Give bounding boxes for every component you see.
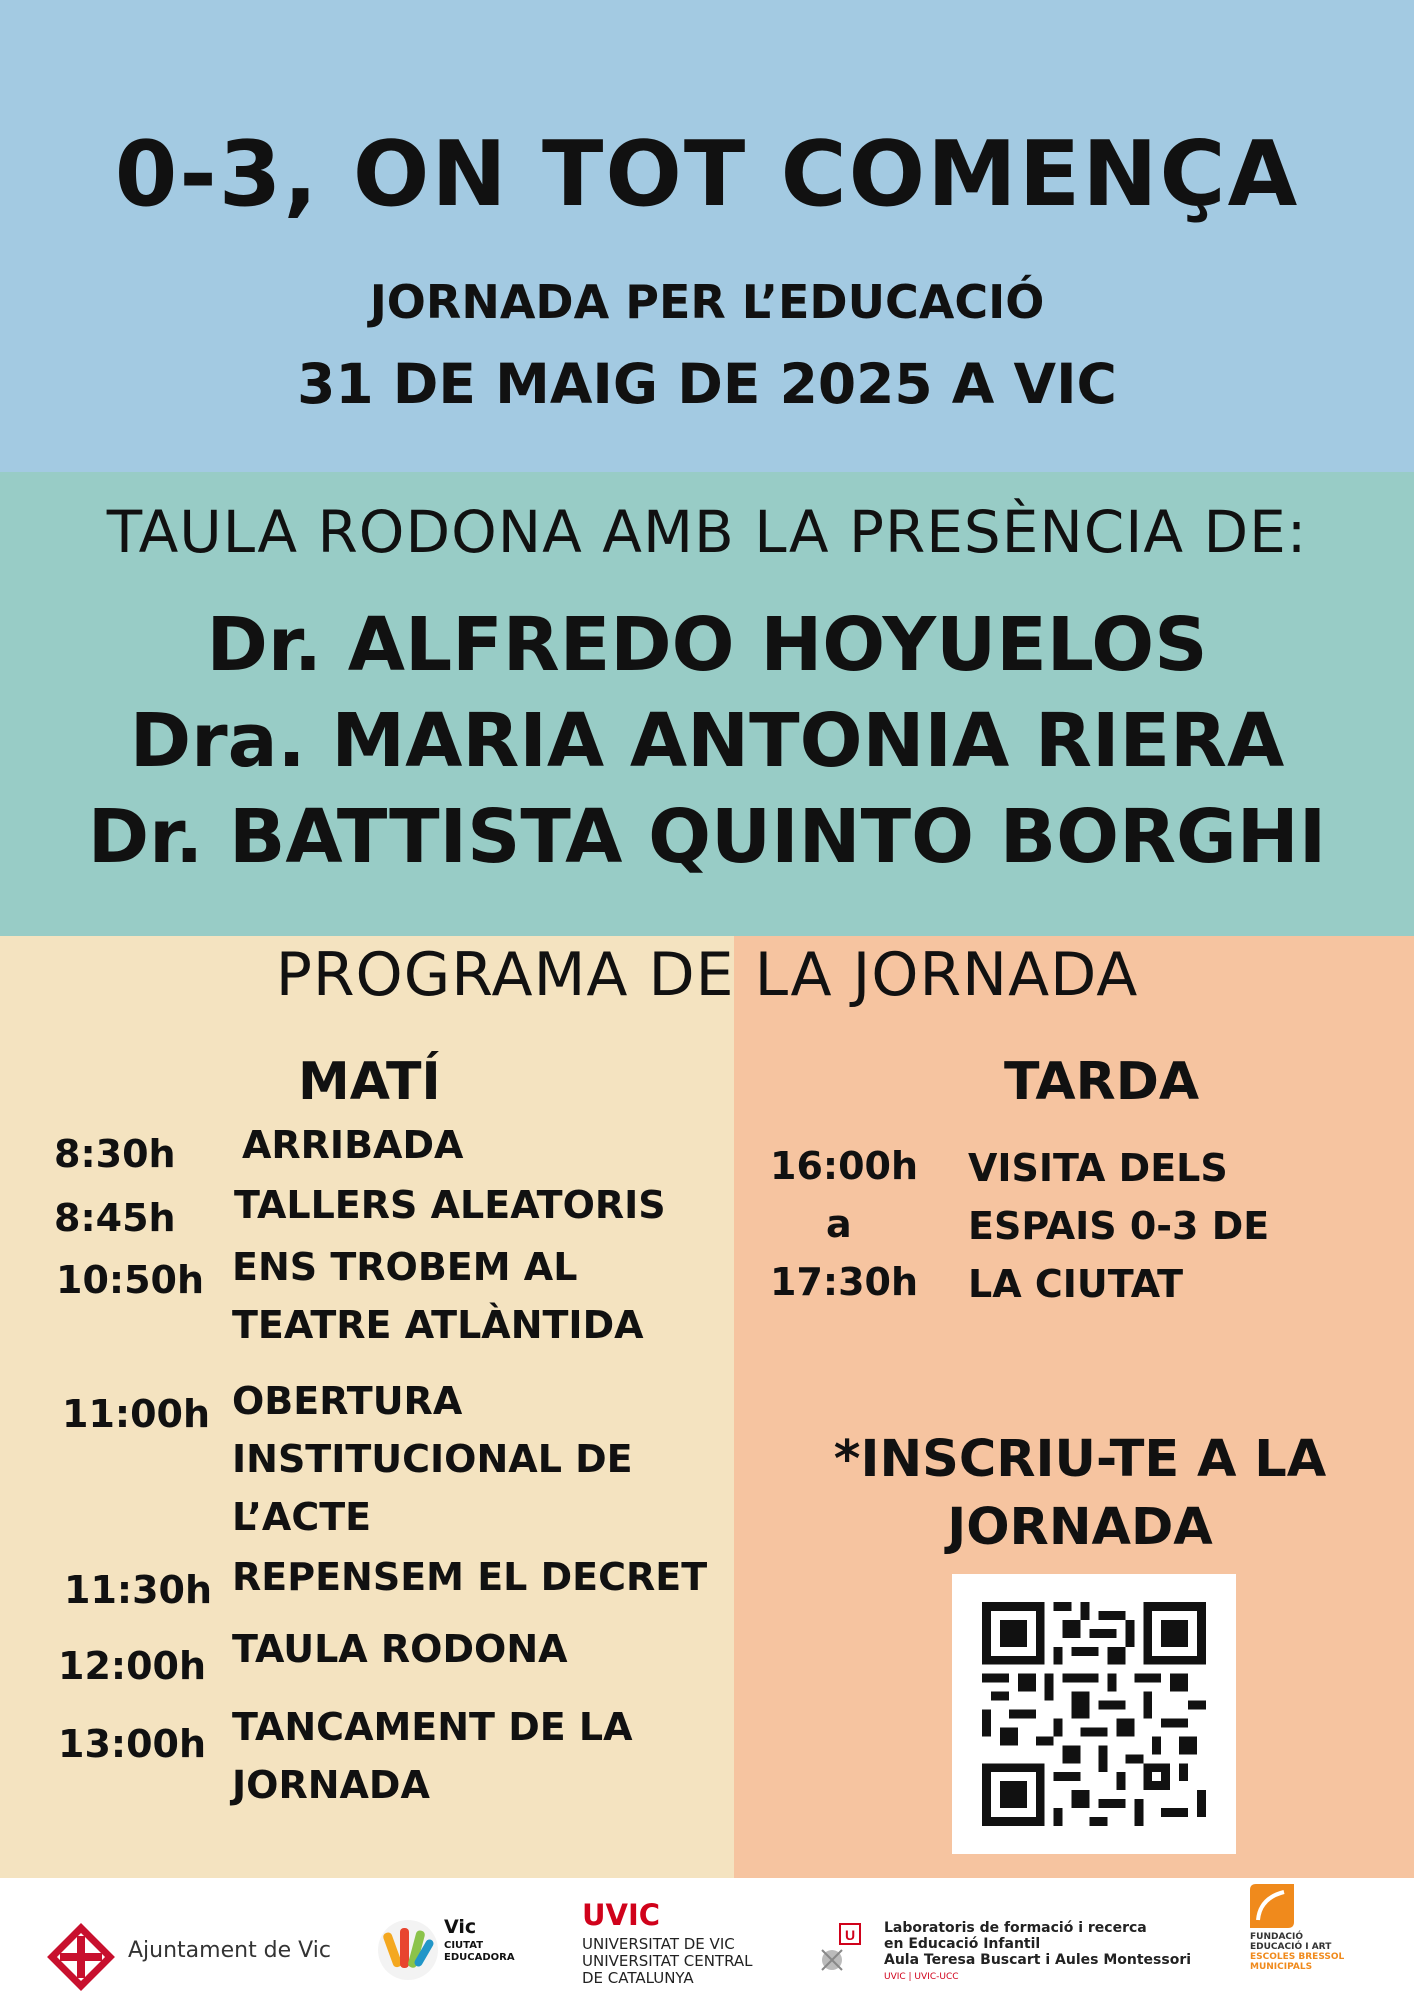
schedule-time: 13:00h bbox=[58, 1722, 207, 1766]
laboratoris-sub: UVIC | UVIC-UCC bbox=[884, 1972, 959, 1982]
uvic-wordmark: UVIC bbox=[582, 1898, 661, 1932]
event-date: 31 DE MAIG DE 2025 A VIC bbox=[297, 352, 1117, 416]
logo-vic-ciutat-educadora bbox=[374, 1878, 544, 2000]
morning-title: MATÍ bbox=[298, 1052, 441, 1112]
schedule-activity bbox=[232, 1698, 633, 1814]
activity-line: ENS TROBEM AL bbox=[232, 1245, 578, 1289]
logo-fundacio-educacio-art bbox=[1250, 1878, 1360, 2000]
svg-text:U: U bbox=[844, 1927, 856, 1943]
afternoon-time-separator: a bbox=[826, 1202, 852, 1246]
activity-line: JORNADA bbox=[232, 1763, 430, 1807]
fundacio-line: EDUCACIÓ I ART bbox=[1250, 1942, 1332, 1952]
laboratoris-line: Aula Teresa Buscart i Aules Montessori bbox=[884, 1952, 1192, 1968]
vic-label: Vic bbox=[444, 1916, 477, 1938]
laboratoris-line: en Educació Infantil bbox=[884, 1936, 1041, 1952]
schedule-time: 11:30h bbox=[64, 1568, 213, 1612]
schedule-activity bbox=[234, 1176, 666, 1234]
activity-line: TAULA RODONA bbox=[232, 1627, 568, 1671]
ciutat-label: CIUTAT bbox=[444, 1940, 484, 1951]
schedule-time: 10:50h bbox=[56, 1258, 205, 1302]
program-title: PROGRAMA DE LA JORNADA bbox=[275, 940, 1139, 1010]
activity-line: INSTITUCIONAL DE bbox=[232, 1437, 633, 1481]
schedule-time: 8:30h bbox=[54, 1132, 176, 1176]
signup-line: JORNADA bbox=[947, 1498, 1213, 1557]
speaker-name: Dr. ALFREDO HOYUELOS bbox=[206, 602, 1208, 688]
activity-line: L’ACTE bbox=[232, 1495, 372, 1539]
activity-line: TALLERS ALEATORIS bbox=[234, 1183, 666, 1227]
fundacio-line: FUNDACIÓ bbox=[1250, 1932, 1304, 1942]
signup-line: *INSCRIU-TE A LA bbox=[833, 1430, 1327, 1489]
logo-uvic bbox=[582, 1878, 802, 2000]
activity-line: TANCAMENT DE LA bbox=[232, 1705, 633, 1749]
activity-line: REPENSEM EL DECRET bbox=[232, 1555, 708, 1599]
event-subtitle: JORNADA PER L’EDUCACIÓ bbox=[369, 275, 1045, 329]
event-title: 0-3, ON TOT COMENÇA bbox=[114, 122, 1300, 227]
header-section bbox=[0, 0, 1414, 472]
hand-prints-icon bbox=[374, 1916, 442, 1984]
footer-logos bbox=[0, 1878, 1414, 2000]
afternoon-activity-line: VISITA DELS bbox=[968, 1146, 1228, 1190]
qr-code[interactable] bbox=[952, 1574, 1236, 1854]
uvic-name-line: DE CATALUNYA bbox=[582, 1969, 694, 1987]
logo-ajuntament-vic bbox=[44, 1878, 334, 2000]
speakers-section bbox=[0, 472, 1414, 936]
fundacio-emblem-icon bbox=[1250, 1884, 1294, 1928]
uvic-name bbox=[582, 1936, 753, 1987]
educadora-label: EDUCADORA bbox=[444, 1952, 515, 1963]
speaker-name: Dra. MARIA ANTONIA RIERA bbox=[129, 698, 1285, 784]
uvic-name-line: UNIVERSITAT CENTRAL bbox=[582, 1952, 753, 1970]
schedule-time: 8:45h bbox=[54, 1196, 176, 1240]
program-section bbox=[0, 936, 1414, 1878]
afternoon-time-start: 16:00h bbox=[770, 1144, 919, 1188]
schedule-time: 11:00h bbox=[62, 1392, 211, 1436]
schedule-activity bbox=[232, 1548, 707, 1606]
fundacio-accent-line: ESCOLES BRESSOL bbox=[1250, 1952, 1345, 1962]
schedule-activity bbox=[232, 1620, 568, 1678]
activity-line: TEATRE ATLÀNTIDA bbox=[232, 1303, 644, 1347]
fundacio-accent-line: MUNICIPALS bbox=[1250, 1962, 1313, 1972]
schedule-activity bbox=[232, 1238, 644, 1354]
afternoon-time-end: 17:30h bbox=[770, 1260, 919, 1304]
speaker-name: Dr. BATTISTA QUINTO BORGHI bbox=[87, 794, 1327, 880]
schedule-activity bbox=[242, 1116, 463, 1174]
activity-line: ARRIBADA bbox=[242, 1123, 464, 1167]
afternoon-activity-line: ESPAIS 0-3 DE bbox=[968, 1204, 1270, 1248]
schedule-time: 12:00h bbox=[58, 1644, 207, 1688]
uvic-name-line: UNIVERSITAT DE VIC bbox=[582, 1935, 735, 1953]
ajuntament-emblem-icon bbox=[44, 1920, 118, 1994]
round-table-heading: TAULA RODONA AMB LA PRESÈNCIA DE: bbox=[106, 498, 1308, 566]
schedule-activity bbox=[232, 1372, 633, 1546]
logo-laboratoris bbox=[818, 1878, 1198, 2000]
laboratoris-icon bbox=[818, 1922, 874, 1978]
qr-code-icon bbox=[982, 1602, 1206, 1826]
ajuntament-label: Ajuntament de Vic bbox=[128, 1938, 331, 1963]
signup-callout bbox=[740, 1426, 1414, 1562]
activity-line: OBERTURA bbox=[232, 1379, 463, 1423]
laboratoris-line: Laboratoris de formació i recerca bbox=[884, 1920, 1147, 1936]
fundacio-name bbox=[1250, 1932, 1344, 1972]
laboratoris-name bbox=[884, 1920, 1191, 1968]
afternoon-activity-line: LA CIUTAT bbox=[968, 1262, 1184, 1306]
afternoon-title: TARDA bbox=[1004, 1052, 1200, 1112]
